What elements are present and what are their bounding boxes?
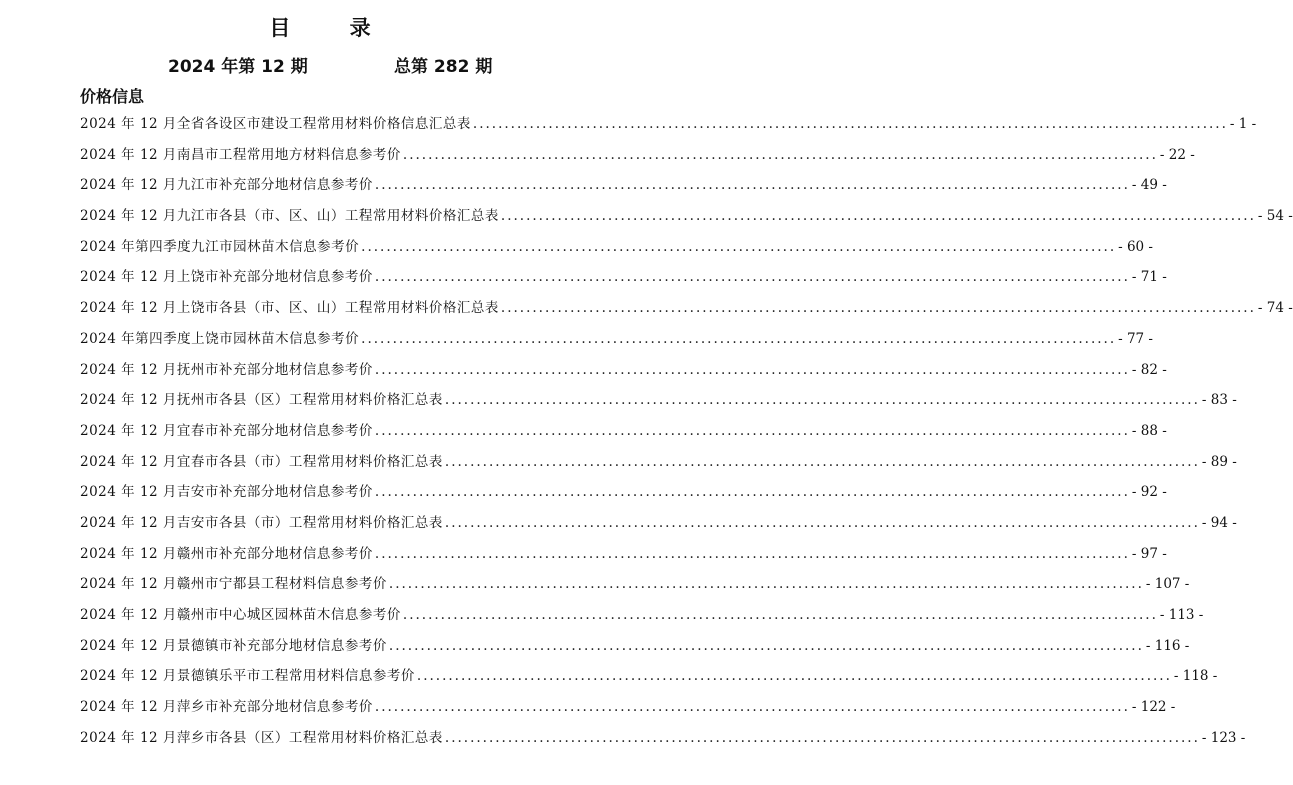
toc-leader-dots: ........................................................................................................................ (444, 453, 1200, 470)
toc-entry[interactable] (80, 603, 1204, 634)
toc-leader-dots: ........................................................................................................................ (500, 208, 1256, 225)
toc-page-number: - 22 - (1159, 146, 1195, 163)
toc-leader-dots: ........................................................................................................................ (361, 238, 1117, 255)
toc-page-number: - 88 - (1131, 422, 1167, 439)
toc-entry[interactable] (80, 296, 1293, 327)
toc-leader-dots: ........................................................................................................................ (388, 576, 1144, 593)
toc-entry[interactable] (80, 572, 1190, 603)
toc-entry[interactable] (80, 726, 1246, 757)
toc-entry[interactable] (80, 112, 1257, 143)
toc-entry-title: 2024 年 12 月南昌市工程常用地方材料信息参考价 (80, 146, 401, 163)
toc-leader-dots: ........................................................................................................................ (472, 116, 1228, 132)
toc-page-number: - 123 - (1201, 729, 1246, 746)
toc-entry-title: 2024 年 12 月萍乡市补充部分地材信息参考价 (80, 699, 373, 716)
toc-entry[interactable] (80, 173, 1167, 204)
table-of-contents (80, 112, 1293, 756)
toc-entry-title: 2024 年 12 月景德镇乐平市工程常用材料信息参考价 (80, 668, 415, 685)
toc-entry[interactable] (80, 511, 1237, 542)
toc-entry[interactable] (80, 480, 1167, 511)
toc-entry[interactable] (80, 265, 1167, 296)
toc-page-number: - 83 - (1201, 392, 1237, 409)
toc-leader-dots: ........................................................................................................................ (374, 422, 1130, 439)
toc-entry[interactable] (80, 235, 1153, 266)
toc-leader-dots: ........................................................................................................................ (402, 146, 1158, 163)
toc-entry-title: 2024 年 12 月萍乡市各县（区）工程常用材料价格汇总表 (80, 729, 443, 746)
toc-leader-dots: ........................................................................................................................ (444, 392, 1200, 409)
toc-entry-title: 2024 年 12 月上饶市各县（市、区、山）工程常用材料价格汇总表 (80, 300, 499, 317)
toc-entry-title: 2024 年 12 月抚州市各县（区）工程常用材料价格汇总表 (80, 392, 443, 409)
toc-page-number: - 71 - (1131, 269, 1167, 286)
toc-entry[interactable] (80, 204, 1293, 235)
toc-entry-title: 2024 年 12 月赣州市中心城区园林苗木信息参考价 (80, 607, 401, 623)
toc-entry[interactable] (80, 450, 1237, 481)
toc-leader-dots: ........................................................................................................................ (361, 330, 1117, 347)
toc-entry[interactable] (80, 143, 1195, 174)
toc-leader-dots: ........................................................................................................................ (444, 729, 1200, 746)
toc-page-number: - 60 - (1118, 238, 1153, 255)
toc-page-number: - 77 - (1118, 330, 1153, 347)
toc-entry[interactable] (80, 664, 1218, 695)
toc-entry[interactable] (80, 358, 1167, 389)
toc-leader-dots: ........................................................................................................................ (388, 637, 1144, 654)
toc-entry-title: 2024 年 12 月抚州市补充部分地材信息参考价 (80, 361, 373, 378)
toc-entry-title: 2024 年第四季度上饶市园林苗木信息参考价 (80, 330, 360, 347)
toc-entry[interactable] (80, 695, 1176, 726)
toc-page-number: - 1 - (1229, 116, 1257, 132)
toc-page-number: - 82 - (1131, 361, 1167, 378)
toc-leader-dots: ........................................................................................................................ (500, 300, 1256, 317)
page-title: 目 录 (269, 16, 397, 40)
toc-entry[interactable] (80, 327, 1153, 358)
toc-entry[interactable] (80, 542, 1167, 573)
toc-entry[interactable] (80, 634, 1190, 665)
toc-page-number: - 97 - (1131, 545, 1167, 562)
toc-entry-title: 2024 年 12 月吉安市各县（市）工程常用材料价格汇总表 (80, 514, 443, 531)
toc-leader-dots: ........................................................................................................................ (374, 269, 1130, 286)
toc-page-number: - 94 - (1201, 514, 1237, 531)
toc-page-number: - 49 - (1131, 177, 1167, 194)
toc-leader-dots: ........................................................................................................................ (374, 699, 1130, 716)
toc-entry-title: 2024 年 12 月宜春市各县（市）工程常用材料价格汇总表 (80, 453, 443, 470)
toc-page-number: - 54 - (1257, 208, 1293, 225)
toc-leader-dots: ........................................................................................................................ (402, 607, 1158, 623)
toc-leader-dots: ........................................................................................................................ (374, 484, 1130, 501)
issue-number: 2024 年第 12 期 (168, 57, 308, 77)
toc-entry-title: 2024 年 12 月吉安市补充部分地材信息参考价 (80, 484, 373, 501)
total-issue-number: 总第 282 期 (394, 57, 493, 77)
toc-entry-title: 2024 年第四季度九江市园林苗木信息参考价 (80, 238, 360, 255)
toc-page-number: - 122 - (1131, 699, 1176, 716)
toc-leader-dots: ........................................................................................................................ (374, 177, 1130, 194)
toc-entry-title: 2024 年 12 月九江市补充部分地材信息参考价 (80, 177, 373, 194)
toc-page-number: - 74 - (1257, 300, 1293, 317)
toc-entry-title: 2024 年 12 月全省各设区市建设工程常用材料价格信息汇总表 (80, 116, 471, 132)
toc-entry-title: 2024 年 12 月上饶市补充部分地材信息参考价 (80, 269, 373, 286)
toc-entry-title: 2024 年 12 月赣州市补充部分地材信息参考价 (80, 545, 373, 562)
toc-entry-title: 2024 年 12 月赣州市宁都县工程材料信息参考价 (80, 576, 387, 593)
toc-page-number: - 118 - (1173, 668, 1218, 685)
toc-leader-dots: ........................................................................................................................ (374, 361, 1130, 378)
toc-page-number: - 116 - (1145, 637, 1190, 654)
section-title: 价格信息 (80, 87, 145, 106)
toc-entry-title: 2024 年 12 月宜春市补充部分地材信息参考价 (80, 422, 373, 439)
toc-leader-dots: ........................................................................................................................ (416, 668, 1172, 685)
toc-entry[interactable] (80, 388, 1237, 419)
toc-entry[interactable] (80, 419, 1167, 450)
toc-page-number: - 92 - (1131, 484, 1167, 501)
toc-leader-dots: ........................................................................................................................ (444, 514, 1200, 531)
toc-entry-title: 2024 年 12 月九江市各县（市、区、山）工程常用材料价格汇总表 (80, 208, 499, 225)
toc-leader-dots: ........................................................................................................................ (374, 545, 1130, 562)
toc-page-number: - 107 - (1145, 576, 1190, 593)
toc-page-number: - 89 - (1201, 453, 1237, 470)
toc-entry-title: 2024 年 12 月景德镇市补充部分地材信息参考价 (80, 637, 387, 654)
toc-page-number: - 113 - (1159, 607, 1204, 623)
